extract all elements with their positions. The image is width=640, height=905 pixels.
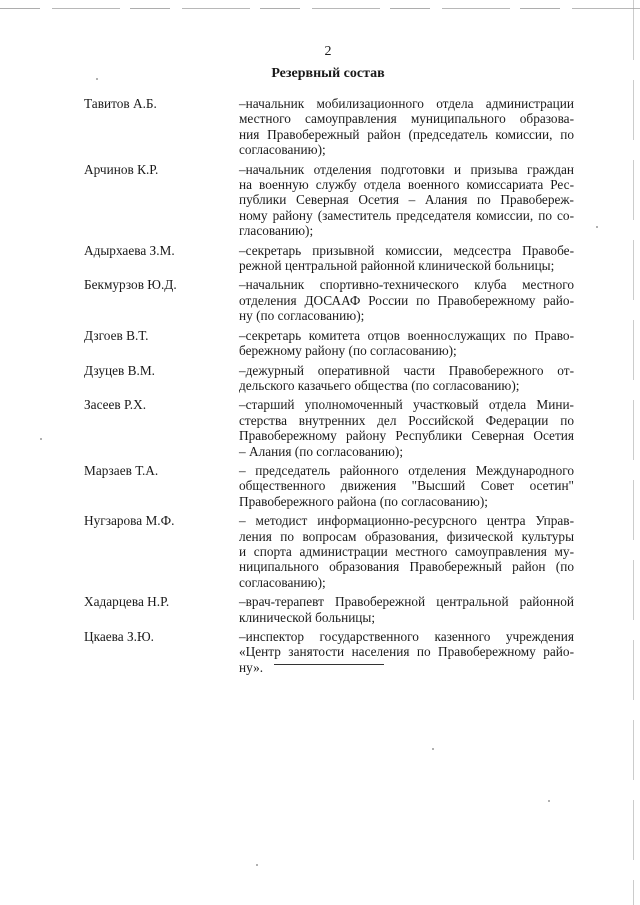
role-line: клинической больницы; (239, 609, 376, 625)
scan-speck (96, 78, 98, 80)
role-line: –начальник отделения подготовки и призыва граждан (239, 161, 574, 177)
member-name: Нугзарова М.Ф. (84, 513, 175, 529)
role-line: на военную службу отдела военного комиссариата Рес- (239, 177, 574, 193)
role-line: –секретарь комитета отцов военнослужащих по Право- (239, 327, 574, 343)
member-name: Адырхаева З.М. (84, 242, 175, 258)
role-line: «Центр занятости населения по Правобережному райо- (239, 644, 574, 660)
scan-speck (596, 226, 598, 228)
member-name: Дзуцев В.М. (84, 362, 155, 378)
roster-entry (84, 363, 574, 394)
roster-entry (84, 277, 574, 323)
roster-entry (84, 243, 574, 274)
member-name: Засеев Р.Х. (84, 397, 147, 413)
member-role (239, 162, 574, 239)
member-role (239, 463, 574, 509)
role-line: публики Северная Осетия – Алания по Правобереж- (239, 192, 574, 208)
member-name: Марзаев Т.А. (84, 462, 159, 478)
roster-list (84, 96, 574, 675)
scan-edge-top (0, 8, 640, 9)
member-role (239, 513, 574, 590)
role-line: –секретарь призывной комиссии, медсестра Правобе- (239, 242, 574, 258)
role-line: общественного движения "Высший Совет осетин" (239, 478, 574, 494)
role-line: Правобережному району Республики Северная Осетия (239, 428, 574, 444)
role-line: – методист информационно-ресурсного центра Управ- (239, 513, 574, 529)
member-name: Дзгоев В.Т. (84, 327, 149, 343)
member-role (239, 277, 574, 323)
roster-entry (84, 594, 574, 625)
role-line: ления по вопросам образования, физической культуры (239, 528, 574, 544)
closing-divider (274, 664, 384, 665)
role-line: ну (по согласованию); (239, 308, 365, 324)
role-line: – Алания (по согласованию); (239, 443, 404, 459)
role-line: ному району (заместитель председателя комиссии, по со- (239, 207, 574, 223)
role-line: –врач-терапевт Правобережной центральной районной (239, 594, 574, 610)
scan-speck (432, 748, 434, 750)
role-line: местного самоуправления муниципального образова- (239, 111, 574, 127)
role-line: отделения ДОСААФ России по Правобережному райо- (239, 292, 574, 308)
scan-edge-right (633, 0, 634, 905)
role-line: –инспектор государственного казенного учреждения (239, 629, 574, 644)
member-name: Тавитов А.Б. (84, 96, 157, 111)
member-role (239, 629, 574, 675)
role-line: согласованию); (239, 574, 326, 590)
roster-entry (84, 328, 574, 359)
role-line: Правобережного района (по согласованию); (239, 493, 488, 509)
member-name: Цкаева З.Ю. (84, 629, 154, 644)
role-line: ну». (239, 659, 264, 675)
role-line: – председатель районного отделения Международного (239, 462, 574, 478)
role-line: и спорта администрации местного самоуправления му- (239, 543, 574, 559)
role-line: ниципального образования Правобережный район (по (239, 559, 574, 575)
roster-entry (84, 463, 574, 509)
role-line: бережному району (по согласованию); (239, 343, 457, 359)
member-role (239, 328, 574, 359)
roster-entry (84, 96, 574, 158)
member-role (239, 594, 574, 625)
member-role (239, 397, 574, 459)
role-line: режной центральной районной клинической больницы; (239, 258, 555, 274)
member-name: Хадарцева Н.Р. (84, 594, 170, 610)
role-line: дельского казачьего общества (по согласованию); (239, 377, 520, 393)
member-role (239, 96, 574, 158)
roster-entry (84, 513, 574, 590)
role-line: –начальник спортивно-технического клуба местного (239, 277, 574, 293)
role-line: –старший уполномоченный участковый отдела Мини- (239, 397, 574, 413)
member-role (239, 243, 574, 274)
member-name: Бекмурзов Ю.Д. (84, 277, 177, 293)
scan-speck (256, 864, 258, 866)
member-role (239, 363, 574, 394)
role-line: –начальник мобилизационного отдела администрации (239, 96, 574, 111)
scan-speck (40, 438, 42, 440)
role-line: стерства внутренних дел Российской Федерации по (239, 412, 574, 428)
role-line: гласованию); (239, 223, 314, 239)
section-title: Резервный состав (271, 66, 385, 81)
role-line: согласованию); (239, 142, 326, 158)
role-line: ния Правобережный район (председатель комиссии, по (239, 126, 574, 142)
member-name: Арчинов К.Р. (84, 161, 159, 177)
role-line: –дежурный оперативной части Правобережного от- (239, 362, 574, 378)
scan-speck (548, 800, 550, 802)
roster-entry (84, 629, 574, 675)
roster-entry (84, 397, 574, 459)
roster-entry (84, 162, 574, 239)
page-number: 2 (324, 44, 332, 59)
